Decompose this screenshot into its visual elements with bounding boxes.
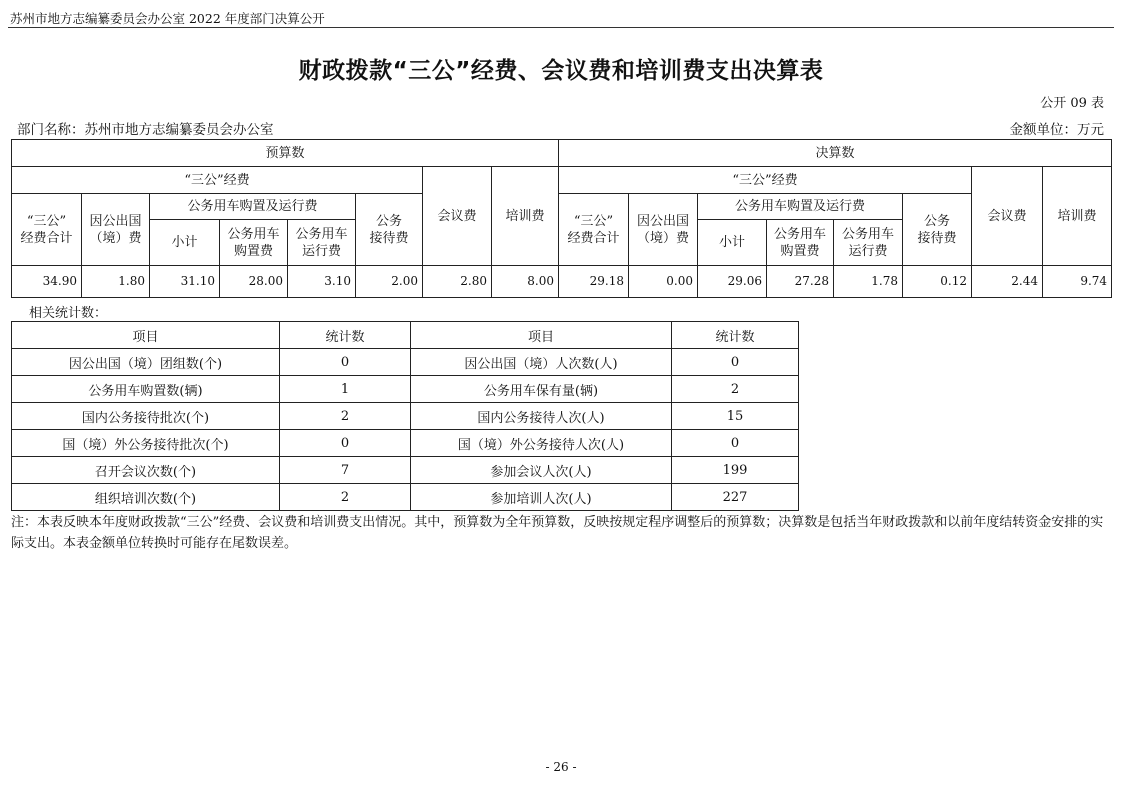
table-row [12,484,799,511]
budget-subtotal-value: 31.10 [150,266,220,298]
stats-item-header: 项目 [12,322,280,349]
final-purchase-header: 公务用车 购置费 [767,220,834,266]
final-header: 决算数 [559,140,1112,167]
budget-abroad-value: 1.80 [82,266,150,298]
stats-count: 0 [280,349,411,376]
final-purchase-value: 27.28 [767,266,834,298]
budget-total-header: “三公” 经费合计 [12,194,82,266]
final-meeting-value: 2.44 [972,266,1043,298]
budget-operation-header: 公务用车 运行费 [288,220,356,266]
budget-meeting-header: 会议费 [423,167,492,266]
table-row [12,403,799,430]
final-abroad-header: 因公出国 （境）费 [629,194,698,266]
budget-reception-value: 2.00 [356,266,423,298]
stats-header-row [12,322,799,349]
budget-purchase-value: 28.00 [220,266,288,298]
stats-item: 参加会议人次(人) [411,457,672,484]
expenditure-table [11,139,1112,298]
stats-table [11,321,799,511]
stats-item: 国内公务接待人次(人) [411,403,672,430]
budget-meeting-value: 2.80 [423,266,492,298]
final-reception-value: 0.12 [903,266,972,298]
stats-item: 公务用车保有量(辆) [411,376,672,403]
stats-count: 0 [672,349,799,376]
final-operation-header: 公务用车 运行费 [834,220,903,266]
budget-total-value: 34.90 [12,266,82,298]
stats-item: 组织培训次数(个) [12,484,280,511]
table-row [12,376,799,403]
amount-unit: 金额单位：万元 [1009,122,1104,138]
stats-count-header: 统计数 [672,322,799,349]
stats-count: 199 [672,457,799,484]
stats-count: 15 [672,403,799,430]
footnote: 注：本表反映本年度财政拨款“三公”经费、会议费和培训费支出情况。其中，预算数为全年预算数，反映按规定程序调整后的预算数；决算数是包括当年财政拨款和以前年度结转资金安排的实际支出。本表金额单位转换时可能存在尾数误差。 [11,515,1104,551]
header-rule [8,27,1114,28]
table-row [12,457,799,484]
final-subtotal-header: 小计 [698,220,767,266]
stats-item: 国内公务接待批次(个) [12,403,280,430]
stats-item: 国（境）外公务接待人次(人) [411,430,672,457]
final-subtotal-value: 29.06 [698,266,767,298]
values-row [12,266,1112,298]
budget-abroad-header: 因公出国 （境）费 [82,194,150,266]
stats-item: 召开会议次数(个) [12,457,280,484]
budget-training-header: 培训费 [492,167,559,266]
stats-caption: 相关统计数： [29,306,108,321]
page-title: 财政拨款“三公”经费、会议费和培训费支出决算表 [298,58,824,84]
budget-subtotal-header: 小计 [150,220,220,266]
final-sangong-header: “三公”经费 [559,167,972,194]
final-total-value: 29.18 [559,266,629,298]
final-total-header: “三公” 经费合计 [559,194,629,266]
stats-count: 2 [672,376,799,403]
table-row [12,349,799,376]
stats-count: 7 [280,457,411,484]
stats-count: 2 [280,484,411,511]
budget-vehicle-header: 公务用车购置及运行费 [150,194,356,220]
stats-item: 国（境）外公务接待批次(个) [12,430,280,457]
table-code: 公开 09 表 [1040,96,1104,111]
page-number: - 26 - [545,760,577,774]
final-training-value: 9.74 [1043,266,1112,298]
stats-count: 0 [280,430,411,457]
running-header: 苏州市地方志编纂委员会办公室 2022 年度部门决算公开 [10,11,325,26]
stats-item-header: 项目 [411,322,672,349]
budget-purchase-header: 公务用车 购置费 [220,220,288,266]
table-row [12,430,799,457]
stats-item: 公务用车购置数(辆) [12,376,280,403]
final-training-header: 培训费 [1043,167,1112,266]
stats-count: 1 [280,376,411,403]
stats-item: 参加培训人次(人) [411,484,672,511]
stats-item: 因公出国（境）团组数(个) [12,349,280,376]
department-name: 部门名称：苏州市地方志编纂委员会办公室 [17,122,274,138]
budget-header: 预算数 [12,140,559,167]
final-reception-header: 公务 接待费 [903,194,972,266]
stats-item: 因公出国（境）人次数(人) [411,349,672,376]
final-operation-value: 1.78 [834,266,903,298]
stats-count-header: 统计数 [280,322,411,349]
stats-count: 0 [672,430,799,457]
budget-reception-header: 公务 接待费 [356,194,423,266]
budget-operation-value: 3.10 [288,266,356,298]
budget-sangong-header: “三公”经费 [12,167,423,194]
budget-training-value: 8.00 [492,266,559,298]
final-abroad-value: 0.00 [629,266,698,298]
final-meeting-header: 会议费 [972,167,1043,266]
stats-count: 227 [672,484,799,511]
final-vehicle-header: 公务用车购置及运行费 [698,194,903,220]
stats-count: 2 [280,403,411,430]
